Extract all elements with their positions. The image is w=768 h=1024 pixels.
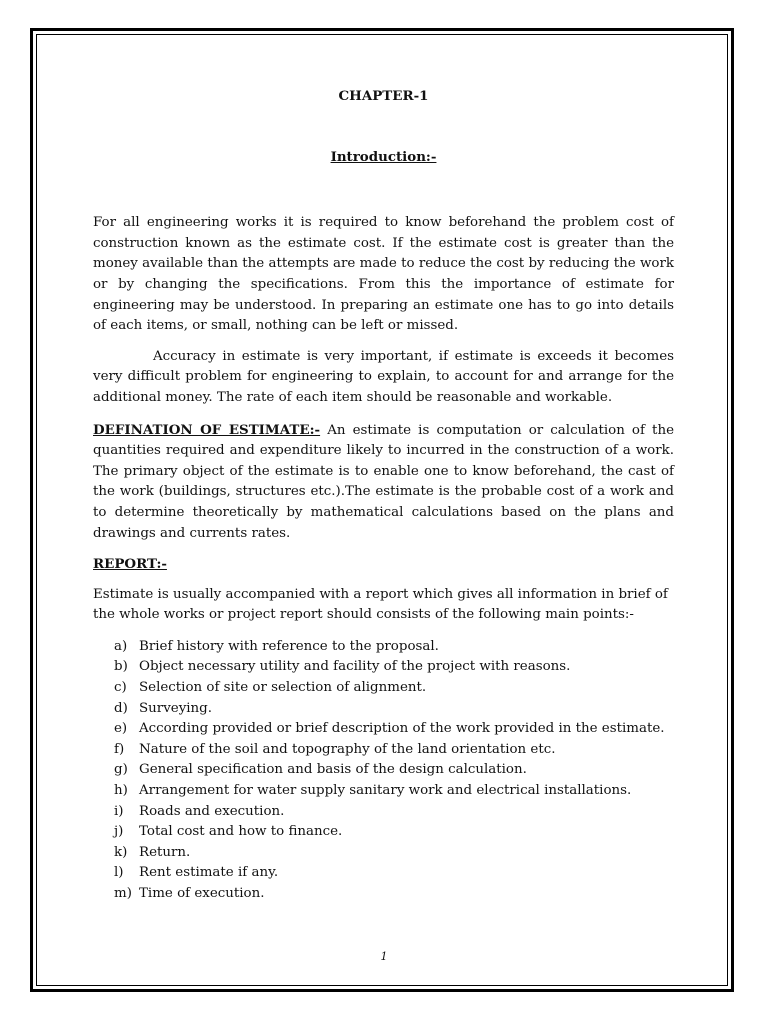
list-item [93,637,674,658]
list-marker: e) [114,721,128,737]
list-item-text: Arrangement for water supply sanitary work and electrical installations. [139,783,632,799]
accuracy-paragraph: Accuracy in estimate is very important, if estimate is exceeds it becomes very difficult problem for engineering to explain, to account for and arrange for the additional money. The rate of each item should be reasonable and workable. [93,348,674,405]
report-paragraph: Estimate is usually accompanied with a report which gives all information in brief of the whole works or project report should consists of the following main points:- [93,586,668,623]
list-item-text: Total cost and how to finance. [139,824,343,840]
list-item [93,719,674,740]
list-item-text: Return. [139,844,191,860]
list-item [93,678,674,699]
definition-body: An estimate is computation or calculation of the quantities required and expenditure likely to incurred in the construction of a work. The primary object of the estimate is to enable one to know beforehand, the cast of the work (buildings, structures etc.).The estimate is the probable cost of a work and to determine theoretically by mathematical calculations based on the plans and drawings and currents rates. [93,422,674,541]
list-marker: m) [114,886,132,901]
list-marker: b) [114,659,128,675]
list-item-text: According provided or brief description of the work provided in the estimate. [139,721,665,737]
report-points-list [93,637,674,905]
list-marker: a) [114,638,128,654]
intro-paragraph: For all engineering works it is required to know beforehand the problem cost of construction known as the estimate cost. If the estimate cost is greater than the money available than the attempts are made to reduce the cost by reducing the work or by changing the specifications. From this the importance of estimate for engineering may be understood. In preparing an estimate one has to go into details of each items, or small, nothing can be left or missed. [93,215,674,334]
list-item [93,657,674,678]
list-marker: f) [114,741,125,757]
document-content [93,86,674,905]
list-item-text: Brief history with reference to the proposal. [139,638,439,654]
list-item [93,884,674,905]
chapter-title: CHAPTER-1 [338,88,429,104]
list-marker: g) [114,762,128,778]
list-item-text: General specification and basis of the design calculation. [139,762,527,778]
list-marker: i) [114,803,124,819]
list-item-text: Surveying. [139,700,212,716]
list-marker: k) [114,844,128,860]
list-item-text: Time of execution. [139,886,265,901]
list-item [93,740,674,761]
list-marker: l) [114,865,124,881]
list-item [93,781,674,802]
list-marker: h) [114,783,128,799]
definition-paragraph [93,420,674,545]
list-item [93,863,674,884]
list-marker: c) [114,680,127,696]
list-item-text: Rent estimate if any. [139,865,279,881]
page-number: 1 [380,950,388,963]
definition-heading: DEFINATION OF ESTIMATE:- [93,421,321,438]
section-title: Introduction:- [330,148,437,165]
list-item [93,760,674,781]
list-marker: j) [114,824,124,840]
list-item-text: Roads and execution. [139,803,285,819]
list-marker: d) [114,700,128,716]
list-item [93,822,674,843]
report-heading: REPORT:- [93,556,167,573]
list-item-text: Selection of site or selection of alignment. [139,680,427,696]
list-item-text: Nature of the soil and topography of the land orientation etc. [139,741,556,757]
list-item [93,699,674,720]
list-item [93,802,674,823]
list-item-text: Object necessary utility and facility of the project with reasons. [139,659,571,675]
list-item [93,843,674,864]
